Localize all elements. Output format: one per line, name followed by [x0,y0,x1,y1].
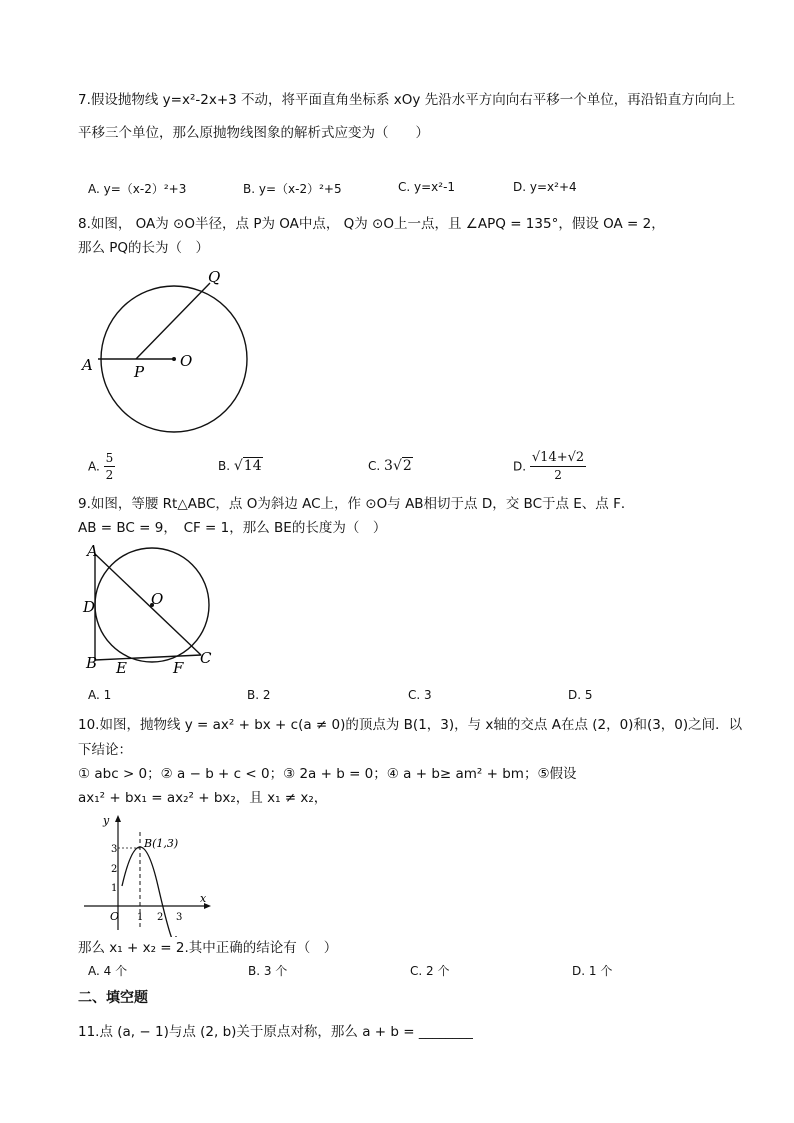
q8-center-dot [172,357,176,361]
q10-option-a: A. 4 个 [88,964,128,978]
q9-option-c: C. 3 [408,688,432,702]
q9-segment-ac [95,554,201,655]
q8-segment-pq [136,283,210,359]
q8-label-q: Q [208,268,221,286]
q10-line4: ax₁² + bx₁ = ax₂² + bx₂，且 x₁ ≠ x₂， [78,790,328,806]
x-tick-2: 2 [157,912,164,923]
q11-text: 11.点 (a, − 1)与点 (2, b)关于原点对称，那么 a + b = ________ [78,1024,473,1040]
q9-label-o: O [151,590,164,608]
q7-line2: 平移三个单位，那么原抛物线图象的解析式应变为（ ） [78,125,429,141]
q9-line2: AB = BC = 9， CF = 1，那么 BE的长度为（ ） [78,520,387,536]
q8-label-o: O [180,352,193,370]
q9-line1: 9.如图，等腰 Rt△ABC，点 O为斜边 AC上，作 ⊙O与 AB相切于点 D，交 BC于点 E、点 F． [78,496,635,512]
section-title: 二、填空题 [78,990,148,1006]
q9-label-e: E [116,659,127,677]
q9-segment-bc [95,655,201,660]
q9-label-c: C [200,649,212,667]
y-axis-label: y [103,814,110,827]
x-tick-1: 1 [137,912,144,923]
fraction: $\frac{√14+√2}{2}$ [531,450,585,482]
q10-line5: 那么 x₁ + x₂ = 2.其中正确的结论有（ ） [78,940,338,956]
q10-option-d: D. 1 个 [572,964,613,978]
q7-option-b: B. y=（x-2）²+5 [243,182,342,196]
q8-option-d: D. $\frac{√14+√2}{2}$ [513,450,585,482]
q9-option-d: D. 5 [568,688,593,702]
x-axis-label: x [200,892,207,905]
q7-line1: 7.假设抛物线 y=x²-2x+3 不动，将平面直角坐标系 xOy 先沿水平方向向右平移一个单位，再沿铅直方向向上 [78,92,736,108]
q9-label-b: B [86,654,98,672]
q10-parabola-graph [82,812,217,937]
q8-circle-figure [72,262,262,452]
y-tick-1: 1 [111,883,118,894]
q7-option-d: D. y=x²+4 [513,180,577,194]
q7-option-a: A. y=（x-2）²+3 [88,182,187,196]
q10-line1: 10.如图，抛物线 y = ax² + bx + c(a ≠ 0)的顶点为 B(1，3)，与 x轴的交点 A在点 (2，0)和(3，0)之间．以 [78,717,743,733]
parabola-curve [122,847,176,937]
fraction: $\frac{5}{2}$ [105,451,114,482]
y-axis-arrow-icon [115,815,121,822]
q8-label-p: P [134,363,145,381]
x-tick-3: 3 [176,912,183,923]
q8-line1: 8.如图， OA为 ⊙O半径，点 P为 OA中点， Q为 ⊙O上一点，且 ∠APQ = 135°，假设 OA = 2， [78,216,665,232]
y-tick-3: 3 [111,844,118,855]
q8-label-a: A [82,356,93,374]
q8-option-b: B. √14 [218,458,262,474]
vertex-label: B(1,3) [144,837,179,850]
q9-triangle-figure [78,540,228,680]
q8-option-a: A. $\frac{5}{2}$ [88,451,114,482]
q9-label-a: A [87,542,98,560]
q10-line3: ① abc > 0；② a − b + c < 0；③ 2a + b = 0；④ a + b≥ am² + bm；⑤假设 [78,766,577,782]
q9-option-b: B. 2 [247,688,271,702]
q9-label-f: F [173,659,184,677]
q10-option-b: B. 3 个 [248,964,288,978]
origin-label: O [110,910,120,923]
q9-option-a: A. 1 [88,688,112,702]
q8-line2: 那么 PQ的长为（ ） [78,240,210,256]
q10-line2: 下结论： [78,742,132,758]
y-tick-2: 2 [111,864,118,875]
q10-option-c: C. 2 个 [410,964,450,978]
q9-label-d: D [83,598,96,616]
q7-option-c: C. y=x²-1 [398,180,456,194]
q8-option-c: C. 3√2 [368,458,412,474]
